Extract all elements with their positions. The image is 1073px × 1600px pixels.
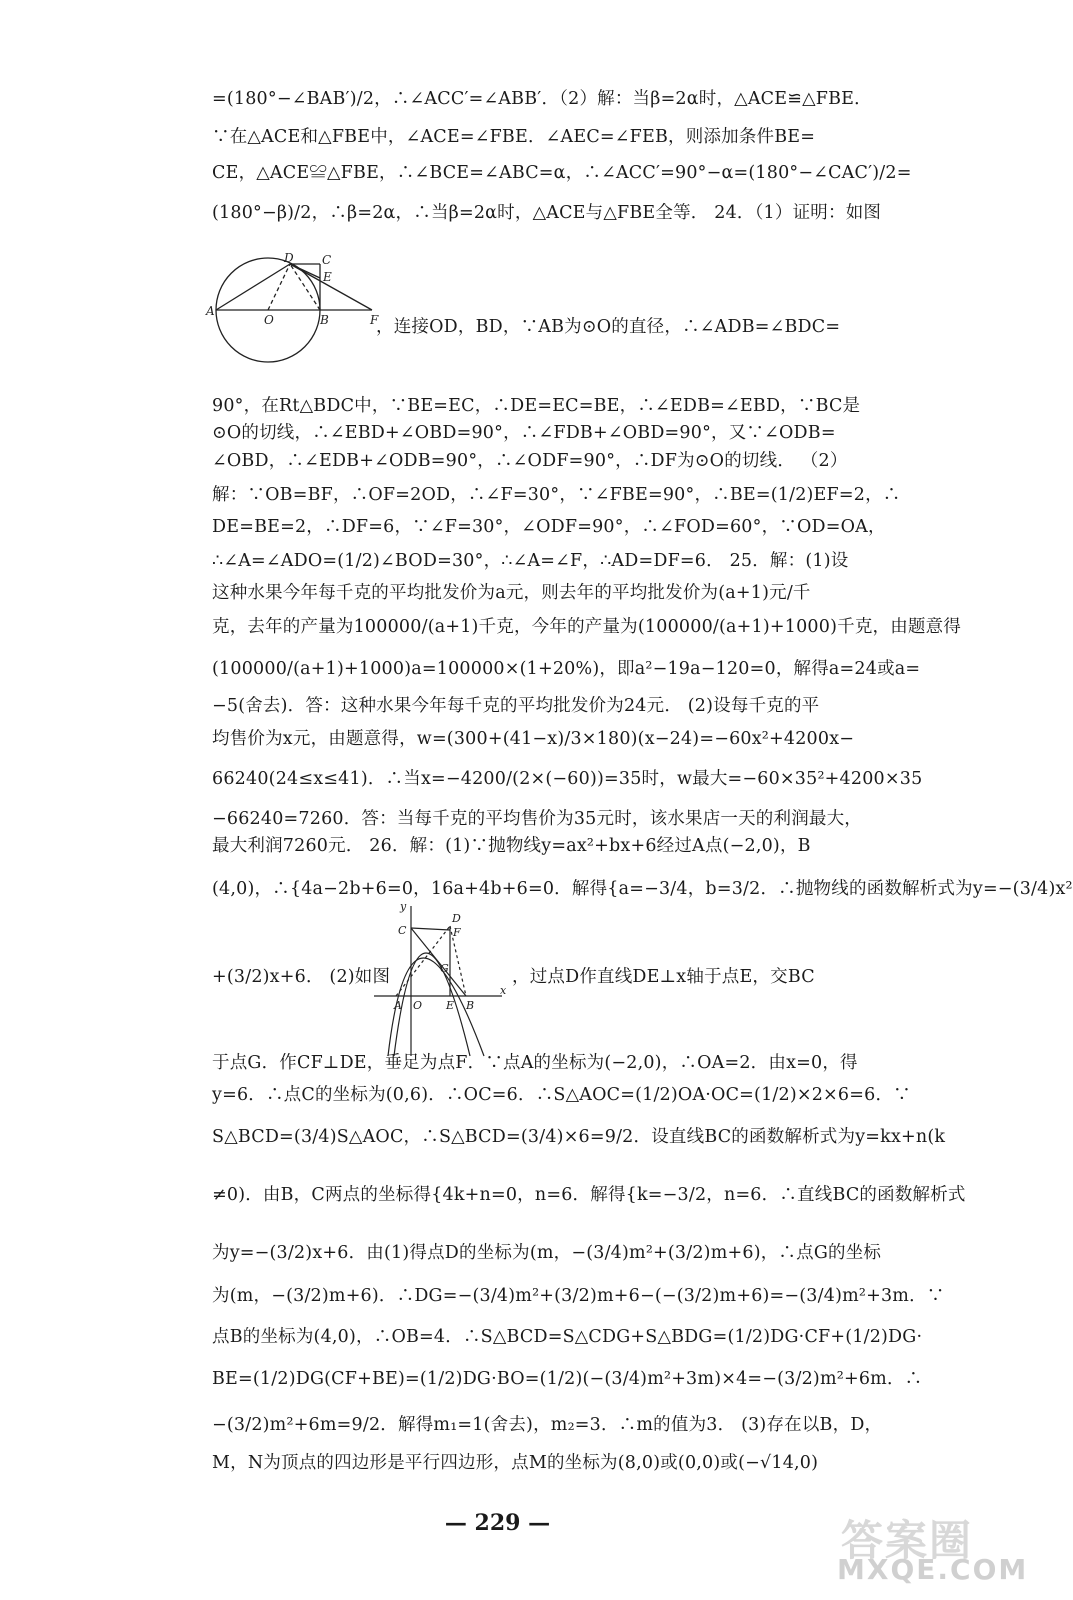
text-line: M，N为顶点的四边形是平行四边形，点M的坐标为(8,0)或(0,0)或(−√14,0): [212, 1453, 819, 1473]
text-line: S△BCD=(3/4)S△AOC，∴S△BCD=(3/4)×6=9/2．设直线BC的函数解析式为y=kx+n(k: [212, 1127, 946, 1147]
text-line: (180°−β)/2，∴β=2α，∴当β=2α时，△ACE与△FBE全等． 24．（1）证明：如图: [212, 203, 882, 223]
watermark-logo: [837, 1508, 1029, 1586]
text-line: =(180°−∠BAB′)/2，∴∠ACC′=∠ABB′．（2）解：当β=2α时，△ACE≌△FBE．: [212, 89, 872, 109]
text-line: DE=BE=2，∴DF=6，∵∠F=30°，∠ODF=90°，∴∠FOD=60°，∵OD=OA，: [212, 517, 886, 537]
text-line: −5(舍去)．答：这种水果今年每千克的平均批发价为24元． (2)设每千克的平: [212, 696, 820, 716]
text-line: ∵在△ACE和△FBE中，∠ACE=∠FBE．∠AEC=∠FEB，则添加条件BE=: [212, 127, 816, 147]
text-line: ，连接OD，BD，∵AB为⊙O的直径，∴∠ADB=∠BDC=: [376, 317, 841, 337]
graph-label: D: [452, 912, 461, 925]
text-line: CE，△ACE≌△FBE，∴∠BCE=∠ABC=α，∴∠ACC′=90°−α=(180°−∠CAC′)/2=: [212, 163, 912, 183]
text-line: 于点G．作CF⊥DE，垂足为点F．∵点A的坐标为(−2,0)，∴OA=2．由x=0，得: [212, 1053, 858, 1073]
page-number: — 229 —: [444, 1510, 551, 1536]
graph-label: B: [466, 999, 475, 1012]
graph-label: y: [400, 900, 407, 913]
text-line: ∴∠A=∠ADO=(1/2)∠BOD=30°，∴∠A=∠F，∴AD=DF=6． 25．解：(1)设: [212, 551, 849, 571]
graph-label: E: [446, 999, 455, 1012]
figure-label: E: [323, 270, 332, 284]
figure-label: F: [370, 313, 379, 327]
text-line: ≠0)．由B，C两点的坐标得{4k+n=0，n=6．解得{k=−3/2，n=6．∴直线BC的函数解析式: [212, 1185, 966, 1205]
graph-label: F: [453, 926, 461, 939]
graph-label: C: [398, 924, 407, 937]
figure-label: C: [322, 253, 332, 267]
text-line: +(3/2)x+6． (2)如图: [212, 967, 391, 987]
figure-label: B: [320, 313, 329, 327]
figure-label: A: [206, 304, 215, 318]
graph-figure-parabola: [370, 900, 510, 1060]
geometry-figure-circle: [206, 251, 386, 358]
text-line: 90°，在Rt△BDC中，∵BE=EC，∴DE=EC=BE，∴∠EDB=∠EBD，∵BC是: [212, 396, 861, 416]
text-line: (4,0)，∴{4a−2b+6=0，16a+4b+6=0．解得{a=−3/4，b=3/2．∴抛物线的函数解析式为y=−(3/4)x²: [212, 879, 1073, 899]
text-line: 66240(24≤x≤41)．∴当x=−4200/(2×(−60))=35时，w最大=−60×35²+4200×35: [212, 769, 923, 789]
text-line: ⊙O的切线，∴∠EBD+∠OBD=90°，∴∠FDB+∠OBD=90°，又∵∠ODB=: [212, 423, 836, 443]
text-line: (100000/(a+1)+1000)a=100000×(1+20%)，即a²−19a−120=0，解得a=24或a=: [212, 659, 921, 679]
text-line: −66240=7260．答：当每千克的平均售价为35元时，该水果店一天的利润最大，: [212, 809, 862, 829]
text-line: 最大利润7260元． 26．解：(1)∵抛物线y=ax²+bx+6经过A点(−2,0)，B: [212, 836, 811, 856]
graph-label: G: [440, 962, 449, 975]
text-line: 为y=−(3/2)x+6．由(1)得点D的坐标为(m，−(3/4)m²+(3/2)m+6)，∴点G的坐标: [212, 1243, 882, 1263]
text-line: 点B的坐标为(4,0)，∴OB=4．∴S△BCD=S△CDG+S△BDG=(1/2)DG·CF+(1/2)DG·: [212, 1327, 923, 1347]
text-line: 为(m，−(3/2)m+6)．∴DG=−(3/4)m²+(3/2)m+6−(−(3/2)m+6)=−(3/4)m²+3m．∵: [212, 1286, 945, 1306]
text-line: 解：∵OB=BF，∴OF=2OD，∴∠F=30°，∵∠FBE=90°，∴BE=(1/2)EF=2，∴: [212, 485, 901, 505]
figure-label: D: [284, 251, 294, 265]
watermark-text: 答案圈: [840, 1516, 973, 1565]
text-line: 这种水果今年每千克的平均批发价为a元，则去年的平均批发价为(a+1)元/千: [212, 583, 811, 603]
graph-label: A: [394, 999, 402, 1012]
text-line: ∠OBD，∴∠EDB+∠ODB=90°，∴∠ODF=90°，∴DF为⊙O的切线． （2）: [212, 451, 848, 471]
text-line: ，过点D作直线DE⊥x轴于点E，交BC: [512, 967, 815, 987]
text-line: BE=(1/2)DG(CF+BE)=(1/2)DG·BO=(1/2)(−(3/4)m²+3m)×4=−(3/2)m²+6m．∴: [212, 1369, 923, 1389]
graph-label: x: [500, 984, 507, 997]
graph-label: O: [413, 999, 423, 1012]
figure-label: O: [264, 313, 274, 327]
text-line: y=6．∴点C的坐标为(0,6)．∴OC=6．∴S△AOC=(1/2)OA·OC=(1/2)×2×6=6．∵: [212, 1085, 911, 1105]
text-line: 克，去年的产量为100000/(a+1)千克，今年的产量为(100000/(a+1)+1000)千克，由题意得: [212, 617, 962, 637]
text-line: 均售价为x元，由题意得，w=(300+(41−x)/3×180)(x−24)=−60x²+4200x−: [212, 729, 855, 749]
text-line: −(3/2)m²+6m=9/2．解得m₁=1(舍去)，m₂=3．∴m的值为3． (3)存在以B，D，: [212, 1415, 883, 1435]
watermark-domain: MXQE.COM: [837, 1553, 1029, 1586]
